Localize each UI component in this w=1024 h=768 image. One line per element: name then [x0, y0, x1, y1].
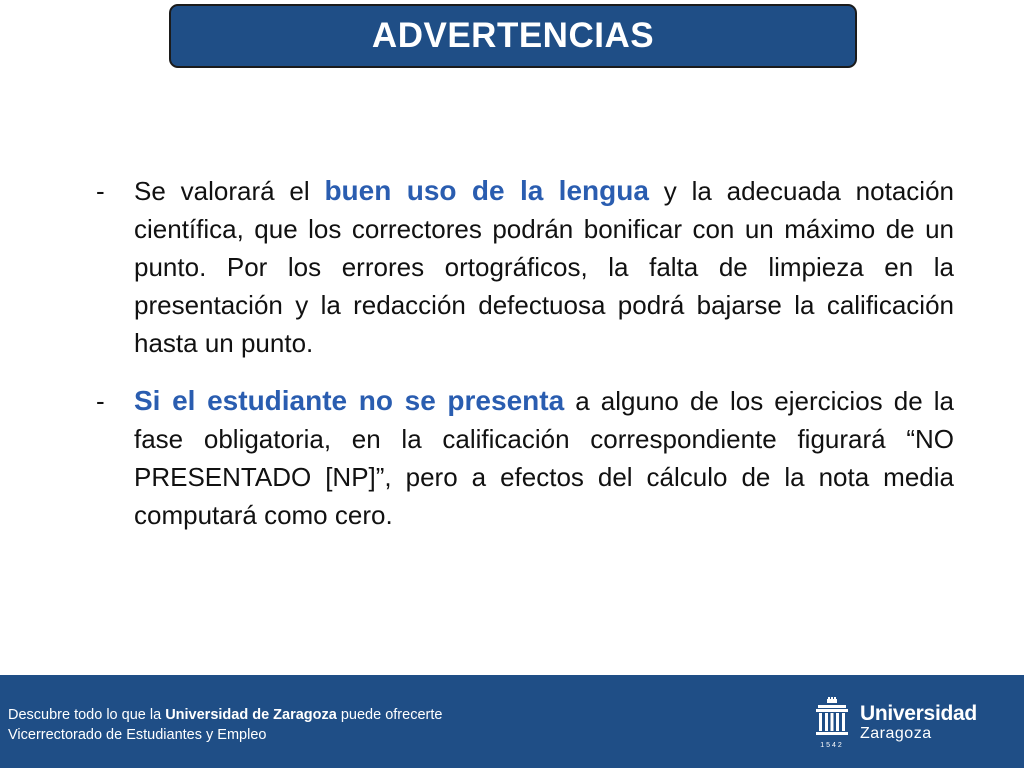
logo-name: Universidad: [860, 702, 977, 725]
university-tower-icon: [814, 697, 850, 749]
footer-text: [8, 705, 442, 745]
bullet-item: [90, 172, 954, 362]
title-banner: [169, 4, 857, 68]
footer-line-1: [8, 705, 442, 725]
footer-text-part: puede ofrecerte: [336, 707, 443, 723]
bullet-text: Se valorará el: [134, 176, 325, 206]
footer-line-2: Vicerrectorado de Estudiantes y Empleo: [8, 727, 267, 743]
logo-city: Zaragoza: [860, 725, 932, 742]
bullet-text: a alguno de los ejercicios de la fase obligatoria, en la calificación correspondiente figurará “NO PRESENTADO [NP]”, pero a efectos del cálculo de la nota media computará como cero.: [134, 386, 954, 530]
bullet-item: [90, 382, 954, 534]
footer-text-part: Descubre todo lo que la: [8, 707, 166, 723]
logo-wordmark: [860, 703, 977, 743]
bullet-highlight: Si el estudiante no se presenta: [134, 385, 565, 416]
footer-bar: [0, 675, 1024, 768]
bullet-marker: -: [96, 386, 105, 416]
logo-year: 1542: [820, 742, 844, 749]
bullet-text: y la adecuada notación científica, que los correctores podrán bonificar con un máximo de un punto. Por los errores ortográficos, la falta de limpieza en la presentación y la redacción defectuosa podrá bajarse la calificación hasta un punto.: [134, 176, 954, 358]
university-logo: [814, 697, 977, 749]
slide-content: [90, 172, 954, 534]
footer-university-name: Universidad de Zaragoza: [165, 707, 337, 723]
bullet-marker: -: [96, 176, 105, 206]
bullet-highlight: buen uso de la lengua: [324, 175, 649, 206]
slide-title: ADVERTENCIAS: [371, 16, 655, 55]
